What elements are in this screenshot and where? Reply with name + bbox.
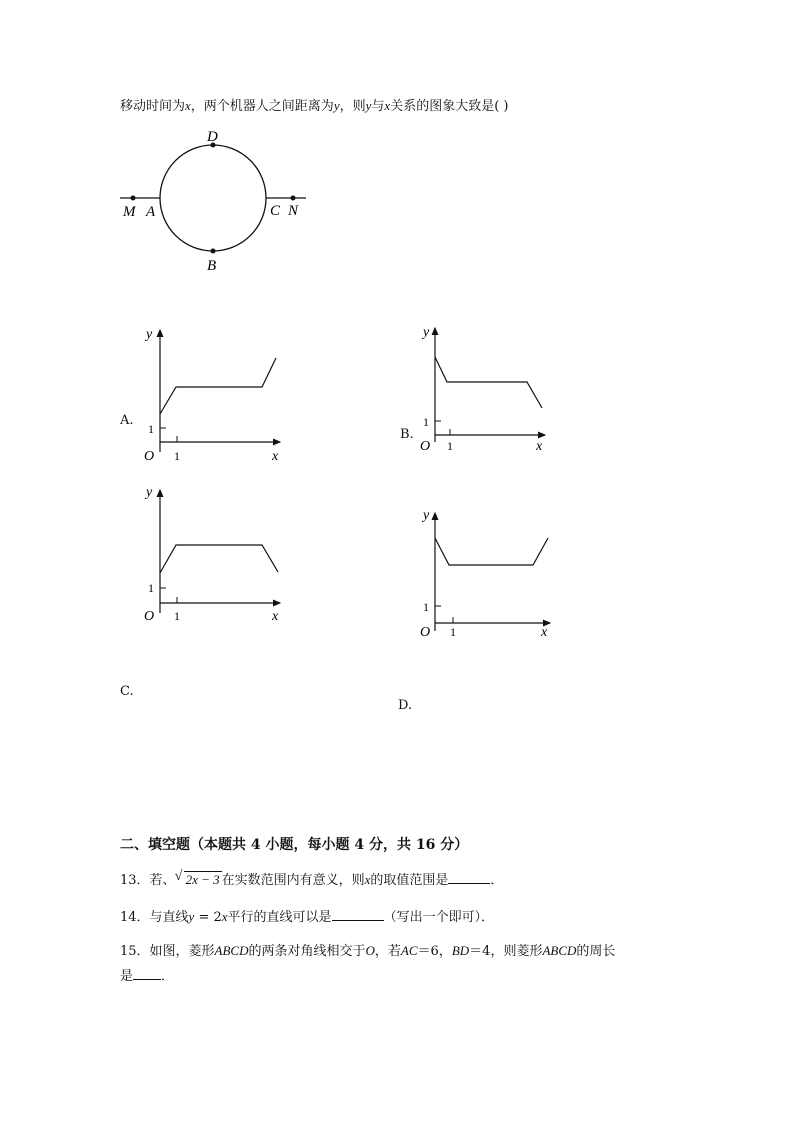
q15-abcd: ABCD	[214, 943, 249, 958]
origin-label: O	[144, 609, 155, 624]
stem-text-3: ，则	[339, 99, 366, 114]
q13-sqrt-expression: √ 2x − 3	[184, 871, 222, 888]
question-15-line1	[120, 940, 615, 959]
q13-end: ．	[490, 873, 504, 888]
circle-figure	[110, 125, 320, 275]
q14-eq: = 2	[194, 910, 222, 925]
q14-answer-blank[interactable]	[332, 908, 384, 921]
q15-text-6: 的周长	[576, 944, 616, 959]
one-y-label: 1	[423, 415, 429, 429]
q15-o: O	[365, 943, 375, 958]
origin-label: O	[420, 439, 431, 454]
graph-option-c	[140, 478, 290, 628]
q13-tail: 的取值范围是	[370, 873, 449, 888]
q14-var-x: x	[221, 909, 228, 924]
one-y-label: 1	[423, 600, 429, 614]
q13-text: 在实数范围内有意义，则	[221, 873, 365, 888]
q15-number: 15．如图，菱形	[120, 944, 215, 959]
y-label: y	[423, 508, 430, 523]
stem-var-y: y	[333, 98, 340, 113]
graph-option-d	[415, 505, 560, 645]
graph-line	[435, 357, 542, 408]
one-y-label: 1	[148, 581, 154, 595]
label-a: A	[146, 204, 156, 220]
stem-text-1: 移动时间为	[120, 99, 186, 114]
q15-abcd-2: ABCD	[542, 943, 577, 958]
x-label: x	[272, 449, 279, 464]
q13-answer-blank[interactable]	[448, 871, 490, 884]
q15-end: ．	[161, 969, 175, 984]
q13-separator: 、	[162, 873, 176, 888]
one-x-label: 1	[447, 439, 453, 453]
stem-var-y2: y	[365, 98, 372, 113]
q15-ac: AC	[400, 943, 418, 958]
point-b	[211, 249, 216, 254]
answer-parentheses: ( )	[494, 99, 509, 114]
origin-label: O	[420, 625, 431, 640]
x-label: x	[536, 439, 543, 454]
x-label: x	[272, 609, 279, 624]
y-label: y	[146, 485, 153, 500]
label-d: D	[207, 129, 218, 145]
q15-answer-blank[interactable]	[133, 967, 161, 980]
q15-bd: BD	[451, 943, 470, 958]
question-14	[120, 906, 494, 925]
option-d-label: D.	[398, 698, 413, 713]
label-c: C	[270, 203, 281, 219]
graph-option-b	[415, 320, 555, 460]
stem-text-4: 与	[371, 99, 385, 114]
graph-line	[160, 358, 276, 414]
label-n: N	[288, 203, 299, 219]
x-label: x	[541, 625, 548, 640]
option-a-label: A.	[120, 413, 134, 428]
q15-line2-text: 是	[120, 969, 134, 984]
question-15-line2	[120, 965, 174, 984]
q15-text-2: 的两条对角线相交于	[248, 944, 366, 959]
y-label: y	[423, 325, 430, 340]
option-c-label: C.	[120, 684, 134, 699]
graph-option-a	[140, 320, 290, 470]
stem-text-5: 关系的图象大致是	[390, 99, 495, 114]
q15-text-4: ＝6，	[417, 944, 452, 959]
q15-text-5: ＝4，则菱形	[469, 944, 543, 959]
one-x-label: 1	[174, 449, 180, 463]
label-b: B	[207, 258, 217, 274]
point-m	[131, 196, 136, 201]
stem-var-x: x	[185, 98, 191, 113]
q14-number: 14．与直线	[120, 910, 189, 925]
q13-var-x: x	[364, 872, 371, 887]
q15-text-3: ，若	[374, 944, 401, 959]
label-m: M	[123, 204, 136, 220]
point-n	[291, 196, 296, 201]
option-b-label: B.	[400, 427, 414, 442]
q13-number: 13．若	[120, 873, 163, 888]
one-x-label: 1	[450, 625, 456, 639]
origin-label: O	[144, 449, 155, 464]
circle-track	[160, 145, 266, 251]
graph-line	[160, 545, 278, 573]
q14-var-y: y	[188, 909, 195, 924]
q14-text: 平行的直线可以是	[227, 910, 332, 925]
one-x-label: 1	[174, 609, 180, 623]
stem-text-2: ，两个机器人之间距离为	[190, 99, 334, 114]
graph-line	[435, 538, 548, 565]
question-stem	[120, 95, 508, 114]
stem-var-x2: x	[384, 98, 391, 113]
q14-tail: （写出一个即可）．	[383, 910, 495, 925]
y-label: y	[146, 327, 153, 342]
one-y-label: 1	[148, 422, 154, 436]
section-title: 二、填空题（本题共 4 小题，每小题 4 分，共 16 分）	[120, 837, 469, 853]
question-13	[120, 869, 503, 888]
